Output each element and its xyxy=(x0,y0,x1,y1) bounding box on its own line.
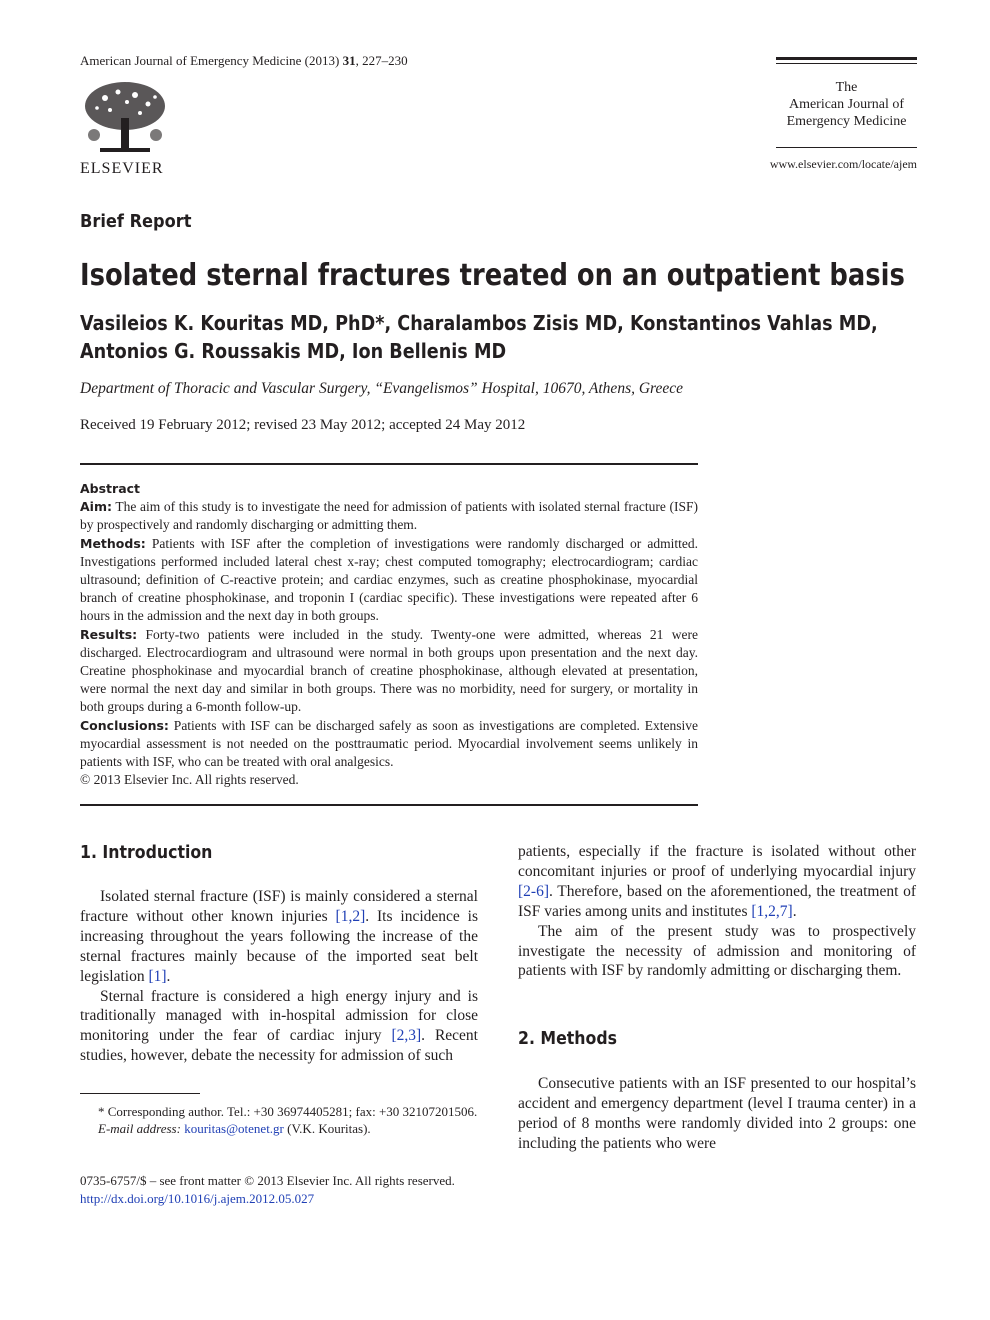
journal-url[interactable]: www.elsevier.com/locate/ajem xyxy=(769,157,917,171)
email-line: E-mail address: kouritas@otenet.gr (V.K. Kouritas). xyxy=(98,1121,371,1136)
section-heading-methods: 2. Methods xyxy=(518,1029,617,1049)
article-type: Brief Report xyxy=(80,211,192,232)
citation-link[interactable]: [1,2,7] xyxy=(751,902,793,920)
masthead-rule xyxy=(776,147,917,148)
citation-link[interactable]: [1] xyxy=(148,967,167,985)
abstract-rule-bottom xyxy=(80,804,698,806)
article-history: Received 19 February 2012; revised 23 May 2012; accepted 24 May 2012 xyxy=(80,417,526,433)
corresponding-author: * Corresponding author. Tel.: +30 36974405281; fax: +30 32107201506. xyxy=(98,1104,478,1119)
intro-paragraph-2: Sternal fracture is considered a high energy injury and is traditionally managed with in-hospital admission for close monitoring under the fear of cardiac injury [2,3]. Recent studies, however, debate the necessity for admission of such xyxy=(80,987,478,1065)
intro-paragraph-4: The aim of the present study was to prospectively investigate the necessity of admission and monitoring of patients with ISF by randomly admitting or discharging them. xyxy=(518,922,916,980)
affiliation: Department of Thoracic and Vascular Surgery, “Evangelismos” Hospital, 10670, Athens, Greece xyxy=(80,380,684,397)
citation-link[interactable]: [2-6] xyxy=(518,882,549,900)
journal-masthead: The American Journal of Emergency Medicine xyxy=(786,80,907,129)
abstract-copyright: © 2013 Elsevier Inc. All rights reserved. xyxy=(80,772,299,788)
section-heading-introduction: 1. Introduction xyxy=(80,843,213,863)
abstract-conclusions: Conclusions: Patients with ISF can be discharged safely as soon as investigations are completed. Extensive myocardial assessment is not needed on the posttraumatic period. Myocardial involvement seems unlikely in patients with ISF, who can be treated with oral analgesics. xyxy=(80,717,698,770)
abstract xyxy=(80,480,698,789)
abstract-methods: Methods: Patients with ISF after the completion of investigations were randomly discharged or admitted. Investigations performed included lateral chest x-ray; chest computed tomography; electrocardiogram; cardiac ultrasound; definition of C-reactive protein; and cardiac enzymes, such as creatine phosphokinase, myocardial branch of creatine phosphokinase, and troponin I (cardiac specific). These investigations were repeated after 6 hours in the admission and the next day in both groups. xyxy=(80,535,698,624)
methods-paragraph-1: Consecutive patients with an ISF presented to our hospital’s accident and emergency department (level I trauma center) in a period of 8 months were randomly divided into 2 groups: one including the patients who were xyxy=(518,1075,916,1152)
masthead-rule xyxy=(776,57,917,60)
abstract-results: Results: Forty-two patients were included in the study. Twenty-one were admitted, whereas 21 were discharged. Electrocardiogram and ultrasound were normal in both groups upon presentation and the next day. Creatine phosphokinase and myocardial branch of creatine phosphokinase, although elevated at presentation, were normal the next day and similar in both groups. There was no morbidity, need for surgery, or mortality in both groups during a 6-month follow-up. xyxy=(80,626,698,715)
doi-link[interactable]: http://dx.doi.org/10.1016/j.ajem.2012.05.027 xyxy=(80,1191,315,1206)
journal-volume: 31 xyxy=(342,53,356,68)
footnote xyxy=(80,1103,478,1137)
abstract-rule-top xyxy=(80,463,698,465)
footnote-rule xyxy=(80,1093,200,1094)
email-link[interactable]: kouritas@otenet.gr xyxy=(184,1121,284,1136)
front-matter: 0735-6757/$ – see front matter © 2013 Elsevier Inc. All rights reserved. http://dx.doi.org/10.1016/j.ajem.2012.05.027 xyxy=(80,1172,500,1208)
article-title: Isolated sternal fractures treated on an outpatient basis xyxy=(80,258,905,293)
intro-paragraph-3: patients, especially if the fracture is isolated without other concomitant injuries or proof of underlying myocardial injury [2-6]. Therefore, based on the aforementioned, the treatment of ISF varies among units and institutes [1,2,7]. xyxy=(518,843,916,920)
author-list: Vasileios K. Kouritas MD, PhD*, Charalambos Zisis MD, Konstantinos Vahlas MD, Antonios G. Roussakis MD, Ion Bellenis MD xyxy=(80,311,878,363)
abstract-aim: Aim: The aim of this study is to investigate the need for admission of patients with isolated sternal fracture (ISF) by prospectively and randomly discharging or admitting them. xyxy=(80,499,698,533)
intro-paragraph-1: Isolated sternal fracture (ISF) is mainly considered a sternal fracture without other known injuries [1,2]. Its incidence is increasing throughout the years following the increase of the sternal fractures mainly because of the imported seat belt legislation [1]. xyxy=(80,888,478,985)
methods-column xyxy=(518,1074,916,1154)
citation-link[interactable]: [1,2] xyxy=(335,907,366,925)
intro-column-right xyxy=(518,842,916,981)
masthead-rule xyxy=(776,63,917,64)
elsevier-logo xyxy=(80,80,170,178)
elsevier-tree-icon xyxy=(80,80,170,158)
intro-column-left xyxy=(80,887,478,1066)
citation-link[interactable]: [2,3] xyxy=(391,1027,422,1045)
publisher-name: ELSEVIER xyxy=(80,160,164,177)
journal-reference: American Journal of Emergency Medicine (2013) 31, 227–230 xyxy=(80,53,408,68)
abstract-heading: Abstract xyxy=(80,481,141,496)
